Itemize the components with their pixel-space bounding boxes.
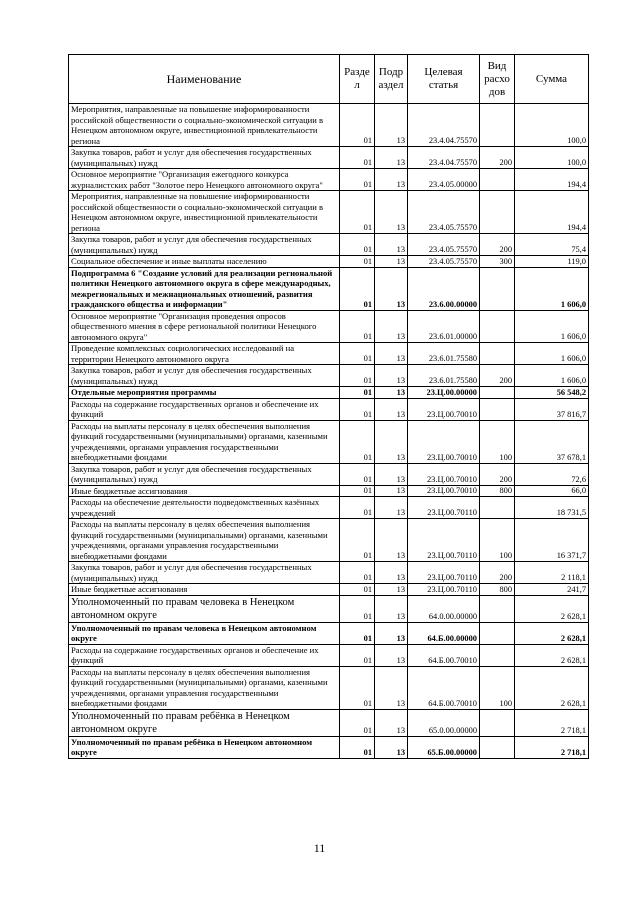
table-row	[69, 595, 589, 622]
cell-section: 01	[340, 256, 375, 268]
table-row	[69, 644, 589, 666]
cell-section: 01	[340, 736, 375, 758]
cell-name: Проведение комплексных социологических исследований на территории Ненецкого автономного округа	[69, 343, 340, 365]
table-row	[69, 365, 589, 387]
cell-type	[480, 310, 515, 343]
cell-target: 23.6.01.75580	[408, 365, 480, 387]
cell-name: Расходы на обеспечение деятельности подведомственных казённых учреждений	[69, 497, 340, 519]
cell-type: 800	[480, 485, 515, 497]
header-target: Целевая статья	[408, 55, 480, 104]
header-sum: Сумма	[515, 55, 589, 104]
cell-subsection: 13	[375, 398, 408, 420]
cell-section: 01	[340, 420, 375, 463]
cell-subsection: 13	[375, 497, 408, 519]
cell-target: 23.6.01.75580	[408, 343, 480, 365]
cell-type	[480, 343, 515, 365]
cell-name: Иные бюджетные ассигнования	[69, 485, 340, 497]
cell-name: Расходы на выплаты персоналу в целях обеспечения выполнения функций государственными (муниципальными) органами, казенными учреждениями, органами управления государственными внебюджетными фондами	[69, 420, 340, 463]
table-row	[69, 104, 589, 147]
cell-sum: 75,4	[515, 234, 589, 256]
cell-subsection: 13	[375, 169, 408, 191]
cell-subsection: 13	[375, 387, 408, 399]
cell-sum: 2 628,1	[515, 644, 589, 666]
cell-section: 01	[340, 644, 375, 666]
cell-target: 23.Ц.00.70110	[408, 562, 480, 584]
cell-sum: 2 628,1	[515, 595, 589, 622]
cell-target: 23.Ц.00.70010	[408, 420, 480, 463]
cell-sum: 194,4	[515, 169, 589, 191]
cell-subsection: 13	[375, 519, 408, 562]
cell-name: Социальное обеспечение и иные выплаты населению	[69, 256, 340, 268]
cell-section: 01	[340, 169, 375, 191]
cell-sum: 2 718,1	[515, 736, 589, 758]
header-name: Наименование	[69, 55, 340, 104]
cell-sum: 1 606,0	[515, 310, 589, 343]
table-row	[69, 485, 589, 497]
cell-section: 01	[340, 666, 375, 709]
cell-target: 23.6.00.00000	[408, 267, 480, 310]
table-row	[69, 622, 589, 644]
cell-section: 01	[340, 709, 375, 736]
cell-name: Основное мероприятие "Организация ежегодного конкурса журналистских работ "Золотое перо Ненецкого автономного округа"	[69, 169, 340, 191]
cell-type: 100	[480, 420, 515, 463]
table-row	[69, 562, 589, 584]
cell-target: 64.0.00.00000	[408, 595, 480, 622]
cell-section: 01	[340, 234, 375, 256]
cell-subsection: 13	[375, 644, 408, 666]
cell-sum: 72,6	[515, 463, 589, 485]
cell-sum: 2 118,1	[515, 562, 589, 584]
cell-target: 23.Ц.00.70010	[408, 485, 480, 497]
header-type: Вид расхо дов	[480, 55, 515, 104]
cell-target: 23.4.05.00000	[408, 169, 480, 191]
cell-name: Расходы на содержание государственных органов и обеспечение их функций	[69, 644, 340, 666]
cell-name: Закупка товаров, работ и услуг для обеспечения государственных (муниципальных) нужд	[69, 147, 340, 169]
cell-sum: 100,0	[515, 147, 589, 169]
cell-type: 200	[480, 147, 515, 169]
cell-type: 100	[480, 666, 515, 709]
cell-section: 01	[340, 310, 375, 343]
cell-target: 65.0.00.00000	[408, 709, 480, 736]
cell-target: 23.4.04.75570	[408, 104, 480, 147]
cell-target: 23.4.05.75570	[408, 234, 480, 256]
cell-sum: 16 371,7	[515, 519, 589, 562]
table-row	[69, 310, 589, 343]
cell-section: 01	[340, 463, 375, 485]
cell-type	[480, 191, 515, 234]
cell-subsection: 13	[375, 463, 408, 485]
cell-name: Закупка товаров, работ и услуг для обеспечения государственных (муниципальных) нужд	[69, 463, 340, 485]
cell-sum: 2 718,1	[515, 709, 589, 736]
cell-target: 23.Ц.00.70110	[408, 519, 480, 562]
cell-sum: 18 731,5	[515, 497, 589, 519]
table-row	[69, 387, 589, 399]
table-row	[69, 666, 589, 709]
cell-subsection: 13	[375, 104, 408, 147]
cell-section: 01	[340, 343, 375, 365]
cell-sum: 241,7	[515, 584, 589, 596]
cell-type: 200	[480, 234, 515, 256]
cell-name: Отдельные мероприятия программы	[69, 387, 340, 399]
cell-target: 23.Ц.00.00000	[408, 387, 480, 399]
cell-section: 01	[340, 485, 375, 497]
page-number: 11	[313, 841, 326, 855]
cell-subsection: 13	[375, 191, 408, 234]
cell-name: Основное мероприятие "Организация проведения опросов общественного мнения в сфере региональной политики Ненецкого автономного округа"	[69, 310, 340, 343]
cell-subsection: 13	[375, 485, 408, 497]
cell-section: 01	[340, 387, 375, 399]
cell-sum: 100,0	[515, 104, 589, 147]
table-row	[69, 191, 589, 234]
cell-name: Иные бюджетные ассигнования	[69, 584, 340, 596]
cell-name: Расходы на выплаты персоналу в целях обеспечения выполнения функций государственными (муниципальными) органами, казенными учреждениями, органами управления государственными внебюджетными фондами	[69, 666, 340, 709]
cell-sum: 1 606,0	[515, 343, 589, 365]
cell-section: 01	[340, 622, 375, 644]
cell-subsection: 13	[375, 310, 408, 343]
cell-name: Мероприятия, направленные на повышение информированности российской общественности о социально-экономической ситуации в Ненецком автономном округе, инвестиционной привлекательности региона	[69, 191, 340, 234]
table-row	[69, 420, 589, 463]
cell-subsection: 13	[375, 666, 408, 709]
cell-name: Подпрограмма 6 "Создание условий для реализации региональной политики Ненецкого автономного округа в сфере международных, межрегиональных и межнациональных отношений, развития гражданского общества и информации"	[69, 267, 340, 310]
cell-sum: 37 816,7	[515, 398, 589, 420]
cell-type	[480, 709, 515, 736]
table-row	[69, 463, 589, 485]
cell-target: 64.Б.00.70010	[408, 666, 480, 709]
cell-section: 01	[340, 595, 375, 622]
cell-type: 800	[480, 584, 515, 596]
cell-name: Уполномоченный по правам ребёнка в Ненецком автономном округе	[69, 736, 340, 758]
cell-section: 01	[340, 584, 375, 596]
header-section: Разде л	[340, 55, 375, 104]
cell-subsection: 13	[375, 256, 408, 268]
cell-subsection: 13	[375, 267, 408, 310]
cell-type	[480, 736, 515, 758]
header-row	[69, 55, 589, 104]
cell-target: 64.Б.00.70010	[408, 644, 480, 666]
cell-type: 200	[480, 562, 515, 584]
cell-name: Уполномоченный по правам ребёнка в Ненецком автономном округе	[69, 709, 340, 736]
cell-subsection: 13	[375, 147, 408, 169]
cell-section: 01	[340, 147, 375, 169]
cell-target: 23.Ц.00.70010	[408, 398, 480, 420]
cell-sum: 2 628,1	[515, 622, 589, 644]
cell-type	[480, 104, 515, 147]
cell-target: 23.Ц.00.70110	[408, 584, 480, 596]
cell-name: Уполномоченный по правам человека в Ненецком автономном округе	[69, 622, 340, 644]
cell-type: 200	[480, 365, 515, 387]
table-row	[69, 519, 589, 562]
cell-target: 65.Б.00.00000	[408, 736, 480, 758]
header-subsection: Подр аздел	[375, 55, 408, 104]
cell-subsection: 13	[375, 562, 408, 584]
cell-section: 01	[340, 497, 375, 519]
cell-subsection: 13	[375, 420, 408, 463]
cell-sum: 194,4	[515, 191, 589, 234]
cell-subsection: 13	[375, 622, 408, 644]
cell-type	[480, 644, 515, 666]
cell-subsection: 13	[375, 736, 408, 758]
cell-target: 23.Ц.00.70110	[408, 497, 480, 519]
cell-type	[480, 622, 515, 644]
budget-table	[68, 54, 589, 759]
table-row	[69, 497, 589, 519]
cell-target: 23.4.05.75570	[408, 256, 480, 268]
cell-subsection: 13	[375, 709, 408, 736]
table-row	[69, 234, 589, 256]
cell-type	[480, 595, 515, 622]
table-row	[69, 267, 589, 310]
table-row	[69, 343, 589, 365]
cell-target: 23.4.05.75570	[408, 191, 480, 234]
cell-name: Закупка товаров, работ и услуг для обеспечения государственных (муниципальных) нужд	[69, 562, 340, 584]
cell-name: Уполномоченный по правам человека в Ненецком автономном округе	[69, 595, 340, 622]
cell-section: 01	[340, 398, 375, 420]
cell-sum: 56 548,2	[515, 387, 589, 399]
cell-section: 01	[340, 267, 375, 310]
cell-name: Закупка товаров, работ и услуг для обеспечения государственных (муниципальных) нужд	[69, 365, 340, 387]
cell-name: Расходы на содержание государственных органов и обеспечение их функций	[69, 398, 340, 420]
cell-sum: 66,0	[515, 485, 589, 497]
cell-type: 200	[480, 463, 515, 485]
cell-subsection: 13	[375, 365, 408, 387]
cell-section: 01	[340, 191, 375, 234]
cell-subsection: 13	[375, 595, 408, 622]
table-row	[69, 256, 589, 268]
cell-sum: 37 678,1	[515, 420, 589, 463]
table-row	[69, 147, 589, 169]
cell-section: 01	[340, 104, 375, 147]
cell-type	[480, 387, 515, 399]
cell-target: 64.Б.00.00000	[408, 622, 480, 644]
table-row	[69, 584, 589, 596]
cell-section: 01	[340, 519, 375, 562]
cell-target: 23.6.01.00000	[408, 310, 480, 343]
table-row	[69, 169, 589, 191]
cell-subsection: 13	[375, 234, 408, 256]
cell-subsection: 13	[375, 343, 408, 365]
cell-type: 300	[480, 256, 515, 268]
cell-sum: 1 606,0	[515, 365, 589, 387]
cell-type	[480, 398, 515, 420]
table-row	[69, 398, 589, 420]
table-row	[69, 736, 589, 758]
cell-sum: 2 628,1	[515, 666, 589, 709]
cell-section: 01	[340, 562, 375, 584]
table-row	[69, 709, 589, 736]
cell-name: Закупка товаров, работ и услуг для обеспечения государственных (муниципальных) нужд	[69, 234, 340, 256]
cell-sum: 119,0	[515, 256, 589, 268]
cell-section: 01	[340, 365, 375, 387]
cell-type	[480, 169, 515, 191]
cell-target: 23.Ц.00.70010	[408, 463, 480, 485]
cell-type	[480, 497, 515, 519]
cell-subsection: 13	[375, 584, 408, 596]
cell-name: Расходы на выплаты персоналу в целях обеспечения выполнения функций государственными (муниципальными) органами, казенными учреждениями, органами управления государственными внебюджетными фондами	[69, 519, 340, 562]
cell-name: Мероприятия, направленные на повышение информированности российской общественности о социально-экономической ситуации в Ненецком автономном округе, инвестиционной привлекательности региона	[69, 104, 340, 147]
cell-type	[480, 267, 515, 310]
cell-sum: 1 606,0	[515, 267, 589, 310]
cell-type: 100	[480, 519, 515, 562]
cell-target: 23.4.04.75570	[408, 147, 480, 169]
